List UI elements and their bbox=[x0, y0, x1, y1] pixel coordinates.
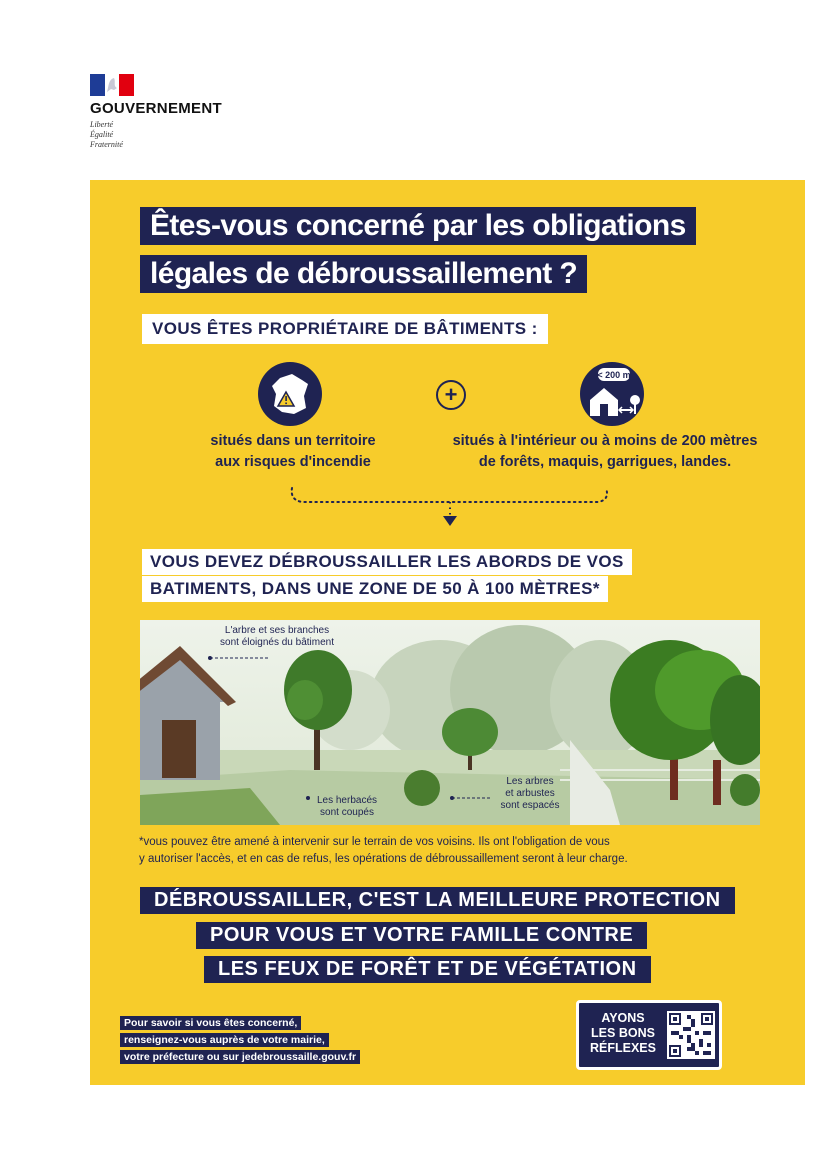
republic-motto: Liberté Égalité Fraternité bbox=[90, 120, 123, 149]
slogan-line-1: DÉBROUSSAILLER, C'EST LA MEILLEURE PROTECTION bbox=[140, 887, 735, 914]
label-tree-distance: L'arbre et ses branches sont éloignés du bâtiment bbox=[220, 625, 334, 648]
obligation-line-1: VOUS DEVEZ DÉBROUSSAILLER LES ABORDS DE VOS bbox=[142, 549, 632, 575]
label-trees-spaced: Les arbres et arbustes sont espacés bbox=[500, 776, 560, 811]
poster bbox=[90, 180, 805, 1085]
owner-heading: VOUS ÊTES PROPRIÉTAIRE DE BÂTIMENTS : bbox=[142, 314, 548, 344]
poster-title-line-1: Êtes-vous concerné par les obligations bbox=[140, 207, 696, 245]
obligation-line-2: BATIMENTS, DANS UNE ZONE DE 50 À 100 MÈTRES* bbox=[142, 576, 608, 602]
distance-badge-text: < 200 m bbox=[597, 370, 631, 380]
government-name: GOUVERNEMENT bbox=[90, 100, 222, 117]
dotted-connector bbox=[290, 486, 610, 528]
house-distance-icon bbox=[580, 362, 644, 426]
france-fire-risk-icon bbox=[258, 362, 322, 426]
info-line-3: votre préfecture ou sur jedebroussaille.gouv.fr bbox=[120, 1050, 360, 1064]
footnote: *vous pouvez être amené à intervenir sur le terrain de vos voisins. Ils ont l'obligation de vous y autoriser l'accès, et en cas de refus, les opérations de débroussaillement seront à leur charge. bbox=[139, 836, 628, 865]
condition-distance: situés à l'intérieur ou à moins de 200 mètres de forêts, maquis, garrigues, landes. bbox=[452, 433, 758, 470]
government-header bbox=[90, 74, 290, 150]
slogan-line-2: POUR VOUS ET VOTRE FAMILLE CONTRE bbox=[196, 922, 647, 949]
condition-fire-risk: situés dans un territoire aux risques d'incendie bbox=[210, 433, 376, 470]
campaign-text: AYONS LES BONS RÉFLEXES bbox=[590, 1011, 656, 1055]
info-line-2: renseignez-vous auprès de votre mairie, bbox=[120, 1033, 329, 1047]
poster-title-line-2: légales de débroussaillement ? bbox=[140, 255, 587, 293]
debroussaillement-illustration bbox=[140, 620, 760, 825]
plus-icon: + bbox=[436, 380, 466, 410]
slogan-line-3: LES FEUX DE FORÊT ET DE VÉGÉTATION bbox=[204, 956, 651, 983]
info-line-1: Pour savoir si vous êtes concerné, bbox=[120, 1016, 301, 1030]
campaign-badge bbox=[576, 1000, 722, 1070]
label-grass-cut: Les herbacés sont coupés bbox=[316, 795, 378, 818]
qr-code[interactable] bbox=[667, 1011, 715, 1059]
marianne-flag-logo bbox=[90, 74, 134, 96]
